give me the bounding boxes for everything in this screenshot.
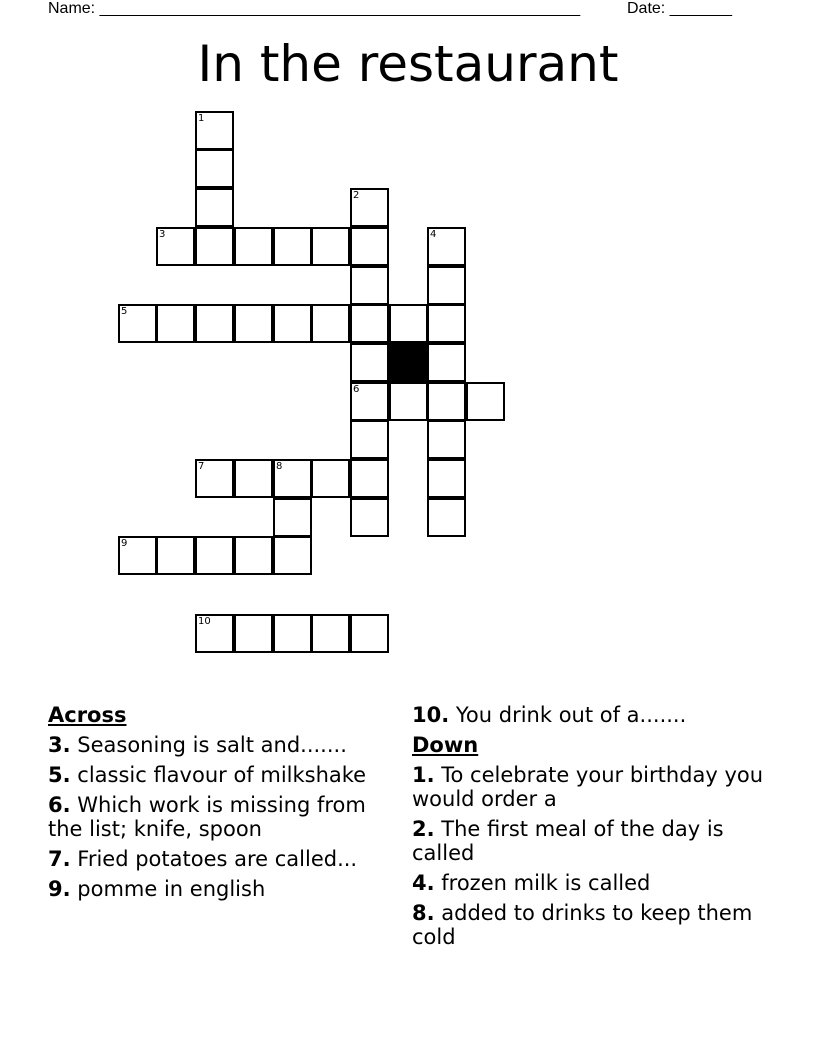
clue-number: 1 xyxy=(198,113,205,124)
across-clue-7: 7. Fried potatoes are called... xyxy=(48,847,358,871)
clue-number: 9 xyxy=(121,538,128,549)
crossword-cell[interactable] xyxy=(195,188,234,227)
clue-number: 7 xyxy=(198,461,205,472)
name-field-label: Name: ______________________________________________________ xyxy=(48,0,581,17)
crossword-cell[interactable] xyxy=(273,459,312,498)
clue-number: 8 xyxy=(276,461,283,472)
clue-number: 4 xyxy=(430,229,437,240)
clue-number: 3 xyxy=(159,229,166,240)
crossword-cell[interactable] xyxy=(427,459,466,498)
down-clue-4: 4. frozen milk is called xyxy=(412,871,651,895)
crossword-cell[interactable] xyxy=(350,420,389,459)
crossword-cell[interactable] xyxy=(427,420,466,459)
crossword-cell[interactable] xyxy=(350,304,389,343)
crossword-cell[interactable] xyxy=(195,614,234,653)
crossword-cell[interactable] xyxy=(195,304,234,343)
down-clue-8: 8. added to drinks to keep them cold xyxy=(412,901,753,949)
crossword-cell[interactable] xyxy=(273,498,312,537)
crossword-cell[interactable] xyxy=(311,227,350,266)
crossword-cell[interactable] xyxy=(427,266,466,305)
crossword-cell[interactable] xyxy=(350,498,389,537)
clue-number: 10 xyxy=(198,616,211,627)
crossword-cell[interactable] xyxy=(156,304,195,343)
crossword-cell[interactable] xyxy=(234,536,273,575)
crossword-cell[interactable] xyxy=(234,304,273,343)
crossword-cell[interactable] xyxy=(350,343,389,382)
crossword-cell[interactable] xyxy=(156,536,195,575)
across-clue-9: 9. pomme in english xyxy=(48,877,266,901)
crossword-cell[interactable] xyxy=(311,614,350,653)
across-clue-3: 3. Seasoning is salt and....... xyxy=(48,733,347,757)
crossword-cell[interactable] xyxy=(273,614,312,653)
clues-right-column xyxy=(412,703,772,955)
across-heading: Across xyxy=(48,703,127,727)
crossword-cell[interactable] xyxy=(195,536,234,575)
across-clue-6: 6. Which work is missing from the list; knife, spoon xyxy=(48,793,366,841)
crossword-cell[interactable] xyxy=(234,459,273,498)
crossword-cell[interactable] xyxy=(273,536,312,575)
crossword-cell[interactable] xyxy=(350,614,389,653)
crossword-cell[interactable] xyxy=(156,227,195,266)
crossword-cell[interactable] xyxy=(234,614,273,653)
across-clue-5: 5. classic flavour of milkshake xyxy=(48,763,367,787)
clue-number: 2 xyxy=(353,190,360,201)
crossword-cell[interactable] xyxy=(427,304,466,343)
crossword-cell[interactable] xyxy=(389,304,428,343)
crossword-cell[interactable] xyxy=(195,459,234,498)
crossword-cell[interactable] xyxy=(195,227,234,266)
down-clue-1: 1. To celebrate your birthday you would order a xyxy=(412,763,764,811)
crossword-cell[interactable] xyxy=(427,382,466,421)
crossword-cell[interactable] xyxy=(427,227,466,266)
clue-number: 5 xyxy=(121,306,128,317)
page-title: In the restaurant xyxy=(197,35,619,93)
crossword-cell[interactable] xyxy=(389,382,428,421)
crossword-cell[interactable] xyxy=(118,304,157,343)
crossword-cell[interactable] xyxy=(311,459,350,498)
crossword-cell[interactable] xyxy=(118,536,157,575)
down-clue-2: 2. The first meal of the day is called xyxy=(412,817,724,865)
crossword-cell[interactable] xyxy=(350,266,389,305)
crossword-cell[interactable] xyxy=(466,382,505,421)
crossword-cell[interactable] xyxy=(273,227,312,266)
crossword-block-cell xyxy=(389,343,428,382)
crossword-cell[interactable] xyxy=(234,227,273,266)
across-clue-10: 10. You drink out of a....... xyxy=(412,703,687,727)
clues-left-column xyxy=(48,703,388,907)
crossword-cell[interactable] xyxy=(195,149,234,188)
crossword-cell[interactable] xyxy=(195,111,234,150)
crossword-cell[interactable] xyxy=(427,343,466,382)
crossword-cell[interactable] xyxy=(273,304,312,343)
crossword-cell[interactable] xyxy=(427,498,466,537)
crossword-cell[interactable] xyxy=(350,188,389,227)
crossword-cell[interactable] xyxy=(350,382,389,421)
crossword-cell[interactable] xyxy=(350,459,389,498)
crossword-cell[interactable] xyxy=(350,227,389,266)
clue-number: 6 xyxy=(353,384,360,395)
date-field-label: Date: _______ xyxy=(627,0,732,17)
crossword-cell[interactable] xyxy=(311,304,350,343)
down-heading: Down xyxy=(412,733,479,757)
